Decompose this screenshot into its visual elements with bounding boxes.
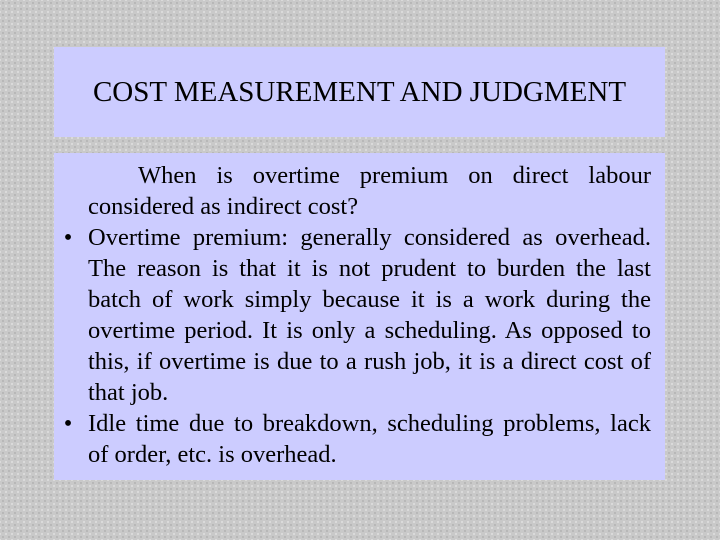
bullet-item-overtime-premium (63, 222, 651, 408)
slide-title: COST MEASUREMENT AND JUDGMENT (92, 75, 627, 108)
bullet-item-idle-time (63, 408, 651, 470)
content-box (54, 153, 665, 480)
bullet-text: Overtime premium: generally considered as overhead. The reason is that it is not prudent to burden the last batch of work simply because it is a work during the overtime period. It is only a scheduling. As opposed to this, if overtime is due to a rush job, it is a direct cost of that job. (88, 224, 651, 406)
bullet-text: Idle time due to breakdown, scheduling problems, lack of order, etc. is overhead. (88, 410, 651, 468)
title-box (54, 47, 665, 137)
bullet-icon: • (63, 410, 73, 437)
bullet-icon: • (63, 224, 73, 251)
intro-question: When is overtime premium on direct labour considered as indirect cost? (88, 162, 651, 220)
